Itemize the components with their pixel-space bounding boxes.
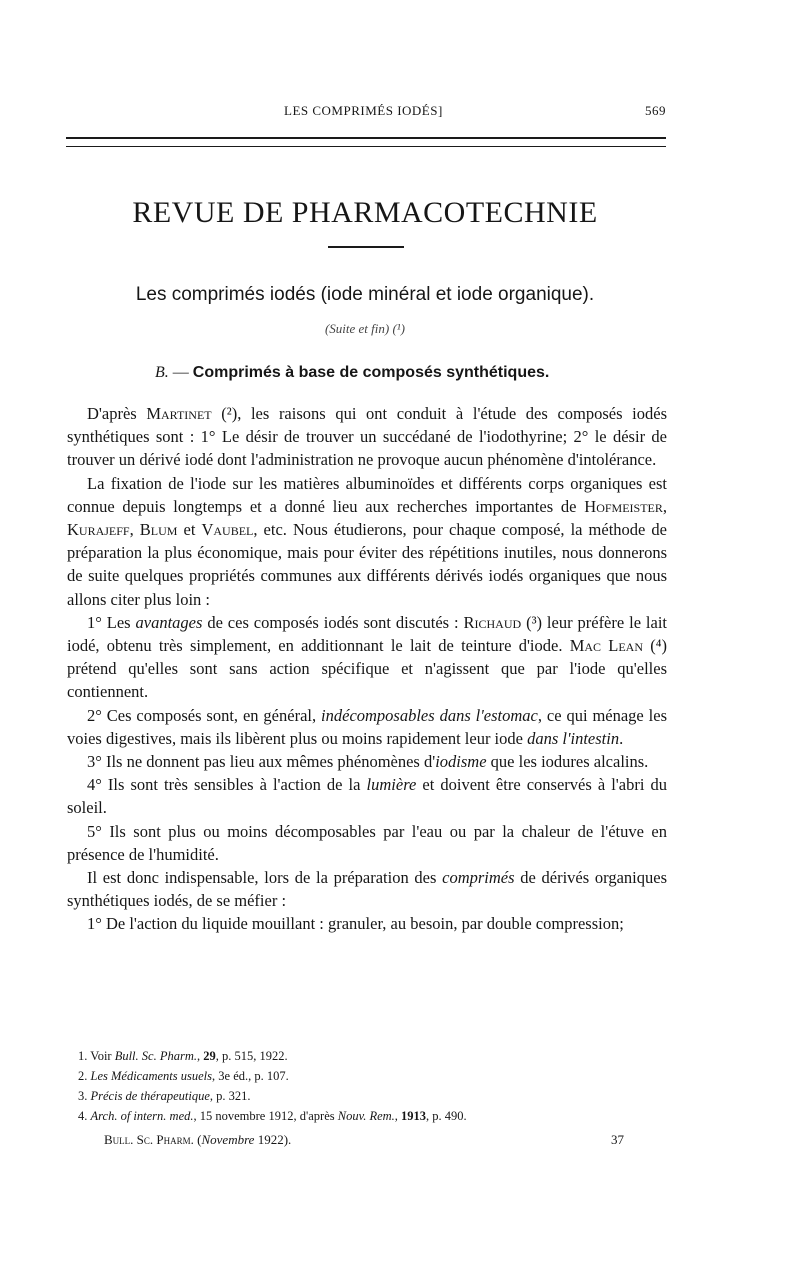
emphasis: indécomposables dans l'estomac — [321, 705, 538, 725]
page-number: 569 — [645, 103, 666, 118]
title-underline — [328, 246, 404, 248]
text-run: et doivent être conservés à l'abri du soleil. — [67, 775, 668, 818]
section-heading — [155, 364, 549, 382]
text-run: que les iodures alcalins. — [486, 752, 649, 772]
text-run: (²), les raisons qui ont conduit à l'étude des composés iodés synthétiques sont : 1° Le désir de trouver un succédané de l'iodothyrine; 2° le désir de trouver un dérivé iodé dont l'administration ne provoque aucun phénomène d'intolérance. — [67, 404, 667, 470]
text-run: (⁴) prétend qu'elles sont sans action spécifique et n'agissent que par l'iode qu'elles contiennent. — [67, 636, 667, 702]
text-run: , — [197, 1049, 204, 1063]
emphasis: comprimés — [442, 868, 515, 888]
journal-abbrev: Bull. Sc. Pharm. — [104, 1132, 194, 1147]
text-run: , ce qui ménage les voies digestives, mais ils libèrent plus ou moins rapidement leur iode — [67, 705, 667, 748]
text-run: 1. Voir — [78, 1049, 115, 1063]
text-run: , 15 novembre 1912, d'après — [193, 1109, 338, 1123]
text-run: de dérivés organiques synthétiques iodés, de se méfier : — [67, 868, 667, 911]
paragraph-2 — [67, 472, 667, 611]
emphasis: Arch. of intern. med. — [90, 1109, 194, 1123]
continuation-note: (Suite et fin) (¹) — [324, 321, 406, 336]
section-title: Comprimés à base de composés synthétiques. — [192, 364, 550, 381]
emphasis: dans l'intestin — [527, 728, 620, 748]
section-dash: — — [168, 364, 193, 381]
text-run: , p. 321. — [209, 1089, 251, 1103]
text-run: et — [177, 520, 202, 540]
text-run: 3° Ils ne donnent pas lieu aux mêmes phénomènes d' — [87, 752, 436, 772]
article-body — [67, 402, 667, 936]
section-letter: B. — [155, 364, 169, 381]
author-name: Martinet — [146, 404, 212, 423]
emphasis: avantages — [135, 612, 203, 632]
text-run: , etc. Nous étudierons, pour chaque composé, la méthode de préparation la plus économique, mais pour éviter des répétitions inutiles, nous donnerons de suite quelques propriétés communes aux différents dérivés iodés organiques que nous allons citer plus loin : — [67, 520, 667, 609]
header-rule-thick — [66, 137, 666, 139]
text-run: , p. 515, 1922. — [215, 1049, 288, 1063]
paragraph-1 — [67, 402, 667, 472]
text-run: , — [394, 1109, 402, 1123]
text-run: . — [619, 728, 624, 748]
volume-number: 29 — [203, 1049, 216, 1063]
header-rule-thin — [66, 146, 666, 147]
text-run: Il est donc indispensable, lors de la préparation des — [87, 868, 443, 888]
text-run: D'après — [87, 404, 147, 423]
footnote-2 — [78, 1066, 668, 1086]
paragraph-3 — [67, 611, 667, 704]
paragraph-9: 1° De l'action du liquide mouillant : granuler, au besoin, par double compression; — [87, 914, 624, 934]
author-name: Richaud — [463, 612, 522, 632]
footnotes — [78, 1046, 668, 1126]
emphasis: Précis de thérapeutique — [90, 1089, 210, 1103]
text-run: de ces composés iodés sont discutés : — [202, 612, 464, 632]
paragraph-5 — [67, 750, 667, 773]
text-run: , p. 490. — [426, 1109, 467, 1123]
author-name: Hofmeister — [584, 496, 663, 516]
author-name: Blum — [139, 520, 178, 540]
emphasis: lumière — [366, 775, 417, 795]
signature-mark: 37 — [611, 1132, 624, 1147]
emphasis: Les Médicaments usuels — [90, 1069, 213, 1083]
footnote-3 — [78, 1086, 668, 1106]
emphasis: iodisme — [435, 752, 487, 772]
running-title: LES COMPRIMÉS IODÉS] — [284, 103, 443, 118]
emphasis: Nouv. Rem. — [337, 1109, 395, 1123]
text-run: , — [129, 520, 140, 540]
text-run: (³) leur préfère le lait iodé, obtenu très simplement, en additionnant le lait de teinture d'iode. — [67, 612, 668, 656]
author-name: Mac Lean — [569, 636, 644, 656]
text-run: La fixation de l'iode sur les matières albuminoïdes et différents corps organiques est connue depuis longtemps et a donné lieu aux recherches importantes de — [67, 473, 667, 516]
page-footer — [104, 1132, 624, 1148]
paragraph-8 — [67, 866, 667, 912]
text-run: 1922). — [254, 1132, 292, 1147]
text-run: 2° Ces composés sont, en général, — [87, 705, 322, 725]
text-run: , — [662, 496, 667, 516]
author-name: Kurajeff — [67, 520, 130, 540]
text-run: 4. — [78, 1109, 91, 1123]
paragraph-6 — [67, 773, 667, 819]
journal-title: REVUE DE PHARMACOTECHNIE — [132, 196, 598, 229]
text-run: 2. — [78, 1069, 91, 1083]
text-run: , 3e éd., p. 107. — [212, 1069, 289, 1083]
paragraph-4 — [67, 704, 667, 750]
text-run: 1° Les — [87, 612, 136, 632]
text-run: 3. — [78, 1089, 91, 1103]
paragraph-7: 5° Ils sont plus ou moins décomposables par l'eau ou par la chaleur de l'étuve en présence de l'humidité. — [67, 821, 667, 864]
emphasis: Novembre — [201, 1132, 255, 1147]
footnote-4 — [78, 1106, 668, 1126]
emphasis: Bull. Sc. Pharm. — [114, 1049, 197, 1063]
text-run: ( — [193, 1132, 202, 1147]
text-run: 4° Ils sont très sensibles à l'action de la — [87, 775, 367, 795]
author-name: Vaubel — [201, 520, 254, 540]
footnote-1 — [78, 1046, 668, 1066]
article-title: Les comprimés iodés (iode minéral et iode organique). — [135, 284, 595, 305]
year-number: 1913 — [401, 1109, 427, 1123]
